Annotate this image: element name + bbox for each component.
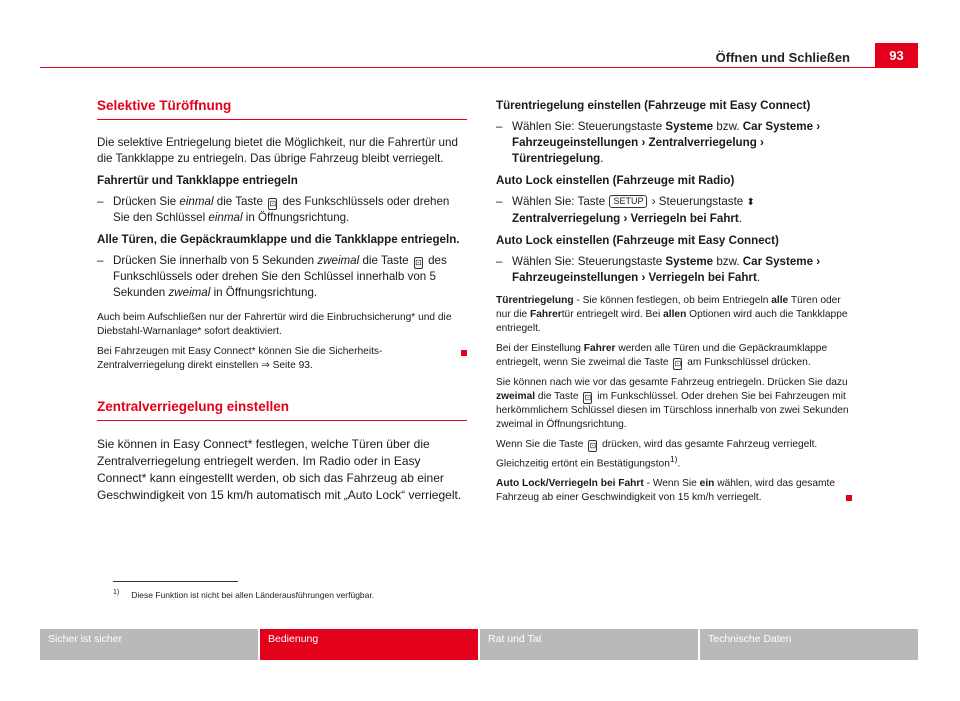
info-paragraph: Auto Lock/Verriegeln bei Fahrt - Wenn Sie ein wählen, wird das gesamte Fahrzeug ab einer Geschwindigkeit von 15 km/h verriegelt. — [496, 477, 852, 505]
subheading-auto-lock-radio: Auto Lock einstellen (Fahrzeuge mit Radio) — [496, 174, 735, 187]
unlock-key-icon: ⊡ — [415, 258, 422, 267]
right-column — [496, 98, 852, 511]
section-title-central-locking: Zentralverriegelung einstellen — [97, 399, 467, 421]
left-column — [97, 98, 467, 510]
footer-tab-technical-data[interactable]: Technische Daten — [700, 629, 918, 660]
list-item: – Wählen Sie: Steuerungstaste Systeme bzw. Car Systeme › Fahrzeugeinstellungen › Zentralverriegelung › Türentriegelung. — [496, 119, 852, 167]
section-end-marker — [846, 495, 852, 501]
subheading-driver-door: Fahrertür und Tankklappe entriegeln — [97, 174, 298, 187]
section-title-selective: Selektive Türöffnung — [97, 98, 467, 120]
list-item: – Wählen Sie: Steuerungstaste Systeme bzw. Car Systeme › Fahrzeugeinstellungen › Verriegeln bei Fahrt. — [496, 254, 852, 286]
lock-key-icon: ⊡ — [589, 441, 597, 450]
footnote-rule — [113, 581, 238, 582]
subheading-all-doors: Alle Türen, die Gepäckraumklappe und die Tankklappe entriegeln. — [97, 233, 460, 246]
page-number: 93 — [875, 43, 918, 68]
up-down-arrows-icon: ⬍ — [746, 197, 755, 208]
footer-tab-operation[interactable]: Bedienung — [260, 629, 478, 660]
info-paragraph: Wenn Sie die Taste ⊡ drücken, wird das gesamte Fahrzeug verriegelt. Gleichzeitig ertönt ein Bestätigungston$^{1)}$. — [496, 439, 818, 470]
unlock-key-icon: ⊡ — [584, 393, 592, 402]
header-rule — [40, 67, 918, 68]
info-paragraph: Türentriegelung - Sie können festlegen, ob beim Entriegeln alle Türen oder nur die Fahrertür entriegelt wird. Bei allen Optionen wird auch die Tankklappe entriegelt. — [496, 295, 848, 334]
section-end-marker — [461, 350, 467, 356]
setup-key: SETUP — [609, 195, 647, 208]
note-paragraph: Auch beim Aufschließen nur der Fahrertür wird die Einbruchsicherung* und die Diebstahl-Warnanlage* sofort deaktiviert. — [97, 312, 452, 337]
list-item: – Drücken Sie innerhalb von 5 Sekunden zweimal die Taste ⊡ des Funkschlüssels oder drehen Sie den Schlüssel innerhalb von 5 Sekunden zweimal in Öffnungsrichtung. — [97, 253, 467, 301]
note-paragraph: Bei Fahrzeugen mit Easy Connect* können Sie die Sicherheits-Zentralverriegelung direkt einstellen ⇒ Seite 93. — [97, 345, 467, 373]
page-header-title: Öffnen und Schließen — [715, 50, 850, 65]
info-paragraph: Sie können nach wie vor das gesamte Fahrzeug entriegeln. Drücken Sie dazu zweimal die Taste ⊡ im Funkschlüssel. Oder drehen Sie bei Fahrzeugen mit herkömmlichem Schlüssel diesen im Türschloss innerhalb von zwei Sekunden zweimal in Öffnungsrichtung. — [496, 377, 849, 430]
unlock-key-icon: ⊡ — [674, 359, 682, 368]
subheading-auto-lock-easy-connect: Auto Lock einstellen (Fahrzeuge mit Easy Connect) — [496, 234, 779, 247]
info-paragraph: Bei der Einstellung Fahrer werden alle Türen und die Gepäckraumklappe entriegelt, wenn Sie zweimal die Taste ⊡ am Funkschlüssel drücken. — [496, 343, 828, 368]
intro-paragraph: Die selektive Entriegelung bietet die Möglichkeit, nur die Fahrertür und die Tankklappe zu entriegeln. Das übrige Fahrzeug bleibt verriegelt. — [97, 136, 458, 165]
footer-tab-advice[interactable]: Rat und Tat — [480, 629, 698, 660]
central-locking-paragraph: Sie können in Easy Connect* festlegen, welche Türen über die Zentralverriegelung entriegelt werden. Im Radio oder in Easy Connect* kann eingestellt werden, ob sich das Fahrzeug ab einer Geschwindigkeit von 15 km/h automatisch mit „Auto Lock“ verriegelt. — [97, 437, 462, 502]
footnote: $^{1)}$ Diese Funktion ist nicht bei allen Länderausführungen verfügbar. — [113, 589, 375, 600]
footer-nav — [40, 629, 918, 660]
list-item: – Drücken Sie einmal die Taste ⊡ des Funkschlüssels oder drehen Sie den Schlüssel einmal in Öffnungsrichtung. — [97, 194, 467, 226]
unlock-key-icon: ⊡ — [269, 199, 277, 208]
subheading-door-unlock: Türentriegelung einstellen (Fahrzeuge mit Easy Connect) — [496, 99, 811, 112]
list-item: – Wählen Sie: Taste SETUP › Steuerungstaste ⬍ Zentralverriegelung › Verriegeln bei Fahrt. — [496, 194, 852, 227]
footer-tab-safety[interactable]: Sicher ist sicher — [40, 629, 258, 660]
